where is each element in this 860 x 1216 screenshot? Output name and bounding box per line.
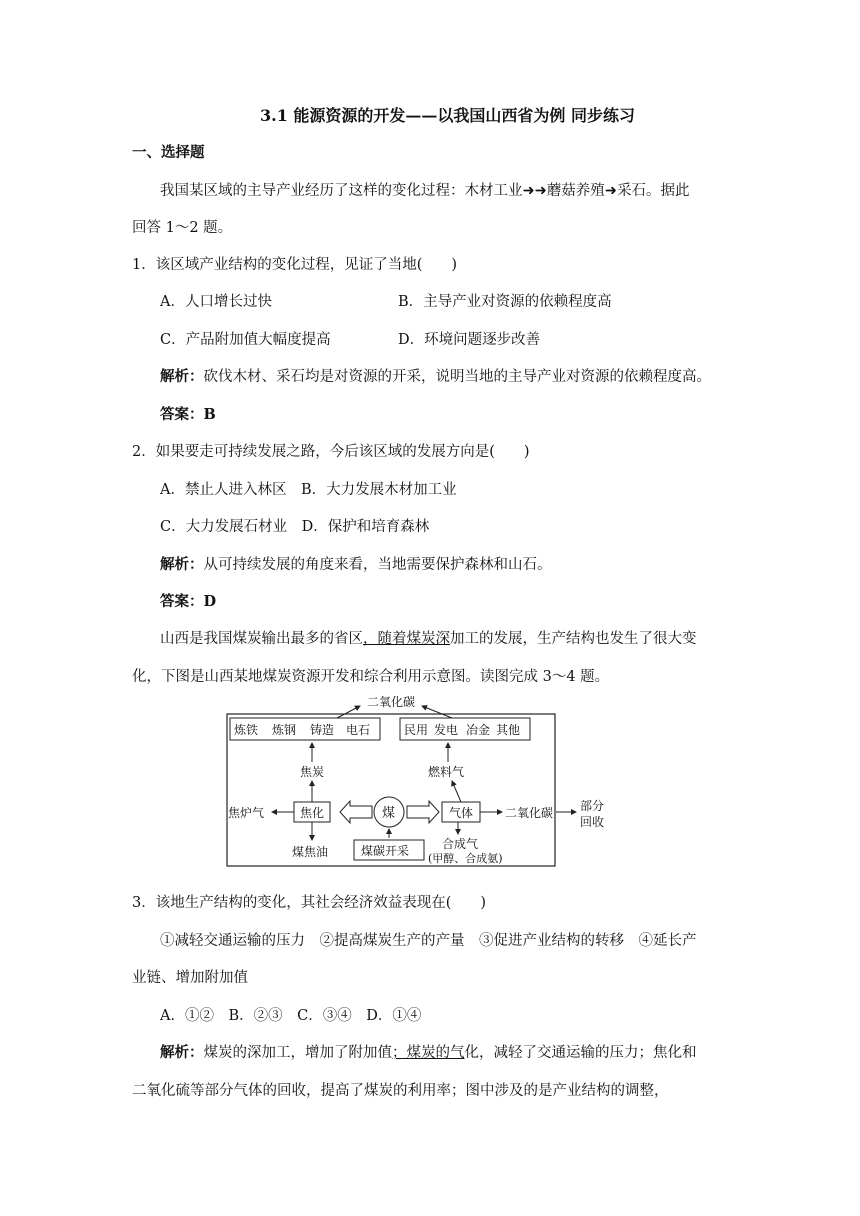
fuel-gas-label: 燃料气 xyxy=(428,765,465,779)
analysis-label: 解析： xyxy=(160,556,204,573)
product-right-2: 发电 xyxy=(434,723,459,737)
page-title: 3.1 能源资源的开发——以我国山西省为例 同步练习 xyxy=(260,106,635,125)
analysis-text: 砍伐木材、采石均是对资源的开采，说明当地的主导产业对资源的依赖程度高。 xyxy=(203,369,711,385)
hollow-arrow-left xyxy=(340,801,372,823)
coal-label: 煤 xyxy=(382,806,396,821)
analysis-label: 解析： xyxy=(160,368,204,385)
product-left-4: 电石 xyxy=(346,723,371,737)
analysis-label: 解析： xyxy=(160,1044,204,1061)
passage-underlined: ，随着煤炭深 xyxy=(363,631,450,647)
intro-text: 我国某区域的主导产业经历了这样的变化过程：木材工业➜➜蘑菇养殖➜采石。据此 xyxy=(160,183,690,199)
coal-utilization-diagram xyxy=(222,688,622,872)
product-left-3: 铸造 xyxy=(310,723,335,737)
question-1-option-c: C．产品附加值大幅度提高 xyxy=(160,332,331,348)
question-2-stem: 2．如果要走可持续发展之路，今后该区域的发展方向是( ) xyxy=(132,444,530,460)
product-right-1: 民用 xyxy=(404,723,429,737)
coking-label: 焦化 xyxy=(300,806,325,820)
question-1-option-a: A．人口增长过快 xyxy=(160,294,272,310)
passage-text: 加工的发展，生产结构也发生了很大变 xyxy=(450,631,697,647)
coke-oven-gas-label: 焦炉气 xyxy=(228,806,265,820)
question-3-choices-cont: 业链、增加附加值 xyxy=(132,970,248,986)
product-left-2: 炼钢 xyxy=(272,723,297,737)
syngas-note: (甲醇、合成氨) xyxy=(428,852,503,865)
question-1-answer: 答案：B xyxy=(160,406,216,423)
question-3-choices: ①减轻交通运输的压力 ②提高煤炭生产的产量 ③促进产业结构的转移 ④延长产 xyxy=(160,933,697,949)
question-1-stem: 1．该区域产业结构的变化过程，见证了当地( ) xyxy=(132,257,458,273)
question-3-analysis xyxy=(160,1043,697,1063)
section-heading: 一、选择题 xyxy=(132,144,205,161)
question-2-analysis xyxy=(160,555,552,575)
question-1-option-b: B．主导产业对资源的依赖程度高 xyxy=(398,294,612,310)
coke-label: 焦炭 xyxy=(300,765,325,779)
question-1-option-d: D．环境问题逐步改善 xyxy=(398,332,541,348)
gas-label: 气体 xyxy=(449,806,474,820)
analysis-text: 从可持续发展的角度来看，当地需要保护森林和山石。 xyxy=(203,557,552,573)
analysis-text: 煤炭的深加工，增加了附加值 xyxy=(203,1045,392,1061)
product-right-3: 冶金 xyxy=(466,723,491,737)
question-2-options-cd: C．大力发展石材业 D．保护和培育森林 xyxy=(160,519,430,535)
passage-text: 山西是我国煤炭输出最多的省区 xyxy=(160,631,363,647)
right-co2-label: 二氧化碳 xyxy=(505,806,554,820)
mining-label: 煤碳开采 xyxy=(361,844,410,858)
recovery-label: 回收 xyxy=(580,815,605,829)
top-co2-label: 二氧化碳 xyxy=(367,695,416,709)
question-1-analysis xyxy=(160,367,711,387)
analysis-text: 化，减轻了交通运输的压力；焦化和 xyxy=(464,1045,697,1061)
intro-text-cont: 回答 1～2 题。 xyxy=(132,220,233,236)
coal-tar-label: 煤焦油 xyxy=(292,845,329,859)
question-3-options: A．①② B．②③ C．③④ D．①④ xyxy=(160,1008,422,1024)
partial-label: 部分 xyxy=(580,799,605,813)
analysis-underlined: ；煤炭的气 xyxy=(392,1045,465,1061)
question-2-options-ab: A．禁止人进入林区 B．大力发展木材加工业 xyxy=(160,482,457,498)
product-left-1: 炼铁 xyxy=(234,723,259,737)
syngas-label: 合成气 xyxy=(442,837,479,851)
question-3-analysis-cont: 二氧化硫等部分气体的回收，提高了煤炭的利用率；图中涉及的是产业结构的调整， xyxy=(132,1083,669,1099)
passage-line-2: 化，下图是山西某地煤炭资源开发和综合利用示意图。读图完成 3～4 题。 xyxy=(132,669,610,685)
question-3-stem: 3．该地生产结构的变化，其社会经济效益表现在( ) xyxy=(132,895,487,911)
hollow-arrow-right xyxy=(407,801,439,823)
product-right-4: 其他 xyxy=(496,723,521,737)
passage-line-1 xyxy=(160,629,697,649)
question-2-answer: 答案：D xyxy=(160,593,217,610)
